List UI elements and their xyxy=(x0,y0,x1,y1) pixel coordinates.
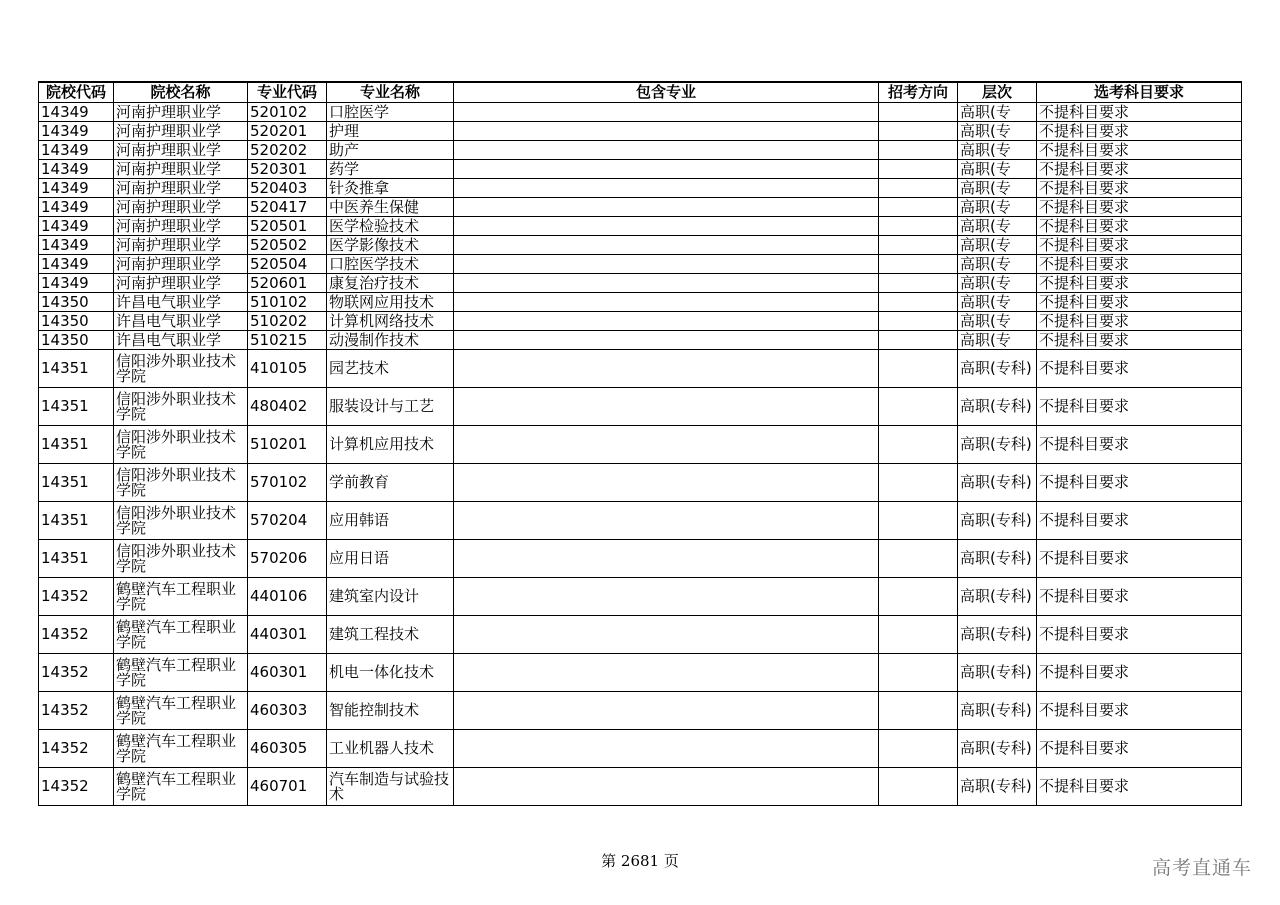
cell-subject-requirement: 不提科目要求 xyxy=(1037,141,1242,160)
cell-major-code: 460701 xyxy=(248,768,327,806)
cell-level: 高职(专科) xyxy=(958,540,1037,578)
cell-school-name: 河南护理职业学 xyxy=(114,274,248,293)
cell-school-name: 信阳涉外职业技术学院 xyxy=(114,502,248,540)
cell-school-name: 河南护理职业学 xyxy=(114,255,248,274)
cell-school-name: 许昌电气职业学 xyxy=(114,312,248,331)
cell-school-code: 14352 xyxy=(39,578,114,616)
cell-direction xyxy=(879,331,958,350)
table-body xyxy=(39,103,1242,806)
cell-major-code: 520504 xyxy=(248,255,327,274)
cell-school-code: 14352 xyxy=(39,692,114,730)
cell-level: 高职(专科) xyxy=(958,616,1037,654)
cell-included-majors xyxy=(454,331,879,350)
cell-level: 高职(专科) xyxy=(958,654,1037,692)
cell-level: 高职(专 xyxy=(958,198,1037,217)
cell-subject-requirement: 不提科目要求 xyxy=(1037,464,1242,502)
cell-direction xyxy=(879,578,958,616)
cell-major-name: 工业机器人技术 xyxy=(327,730,454,768)
cell-included-majors xyxy=(454,616,879,654)
cell-level: 高职(专 xyxy=(958,312,1037,331)
table-row xyxy=(39,350,1242,388)
header-school-name: 院校名称 xyxy=(114,82,248,103)
table-row xyxy=(39,179,1242,198)
cell-level: 高职(专科) xyxy=(958,692,1037,730)
cell-subject-requirement: 不提科目要求 xyxy=(1037,730,1242,768)
cell-school-name: 信阳涉外职业技术学院 xyxy=(114,388,248,426)
watermark: 高考直通车 xyxy=(1151,857,1252,879)
cell-major-code: 510102 xyxy=(248,293,327,312)
table-row xyxy=(39,255,1242,274)
cell-level: 高职(专 xyxy=(958,217,1037,236)
cell-school-code: 14350 xyxy=(39,331,114,350)
cell-included-majors xyxy=(454,160,879,179)
cell-included-majors xyxy=(454,103,879,122)
cell-school-name: 河南护理职业学 xyxy=(114,122,248,141)
cell-level: 高职(专 xyxy=(958,274,1037,293)
cell-major-code: 520403 xyxy=(248,179,327,198)
cell-major-code: 510201 xyxy=(248,426,327,464)
cell-subject-requirement: 不提科目要求 xyxy=(1037,103,1242,122)
cell-included-majors xyxy=(454,426,879,464)
cell-level: 高职(专科) xyxy=(958,388,1037,426)
cell-major-code: 520301 xyxy=(248,160,327,179)
cell-level: 高职(专 xyxy=(958,236,1037,255)
cell-major-code: 480402 xyxy=(248,388,327,426)
cell-level: 高职(专科) xyxy=(958,350,1037,388)
cell-included-majors xyxy=(454,502,879,540)
cell-direction xyxy=(879,692,958,730)
cell-major-name: 针灸推拿 xyxy=(327,179,454,198)
cell-level: 高职(专科) xyxy=(958,464,1037,502)
cell-major-name: 口腔医学技术 xyxy=(327,255,454,274)
cell-subject-requirement: 不提科目要求 xyxy=(1037,426,1242,464)
cell-direction xyxy=(879,255,958,274)
cell-major-code: 570102 xyxy=(248,464,327,502)
cell-direction xyxy=(879,122,958,141)
table-row xyxy=(39,502,1242,540)
cell-subject-requirement: 不提科目要求 xyxy=(1037,578,1242,616)
cell-school-code: 14352 xyxy=(39,654,114,692)
cell-school-name: 河南护理职业学 xyxy=(114,236,248,255)
cell-major-code: 460305 xyxy=(248,730,327,768)
cell-level: 高职(专科) xyxy=(958,730,1037,768)
cell-level: 高职(专 xyxy=(958,103,1037,122)
cell-included-majors xyxy=(454,255,879,274)
cell-major-name: 计算机应用技术 xyxy=(327,426,454,464)
cell-school-name: 河南护理职业学 xyxy=(114,198,248,217)
cell-major-code: 510215 xyxy=(248,331,327,350)
cell-major-name: 汽车制造与试验技术 xyxy=(327,768,454,806)
table-row xyxy=(39,464,1242,502)
cell-school-code: 14352 xyxy=(39,616,114,654)
cell-school-name: 河南护理职业学 xyxy=(114,179,248,198)
cell-school-name: 河南护理职业学 xyxy=(114,141,248,160)
page-number: 第 2681 页 xyxy=(601,852,679,870)
cell-school-code: 14351 xyxy=(39,502,114,540)
cell-school-code: 14351 xyxy=(39,540,114,578)
cell-major-name: 建筑室内设计 xyxy=(327,578,454,616)
cell-school-name: 信阳涉外职业技术学院 xyxy=(114,464,248,502)
cell-school-name: 鹤壁汽车工程职业学院 xyxy=(114,578,248,616)
table-row xyxy=(39,654,1242,692)
cell-level: 高职(专科) xyxy=(958,426,1037,464)
cell-school-name: 河南护理职业学 xyxy=(114,160,248,179)
cell-school-code: 14350 xyxy=(39,293,114,312)
cell-school-code: 14352 xyxy=(39,730,114,768)
table-row xyxy=(39,426,1242,464)
cell-major-name: 服装设计与工艺 xyxy=(327,388,454,426)
cell-major-name: 护理 xyxy=(327,122,454,141)
cell-direction xyxy=(879,217,958,236)
cell-level: 高职(专科) xyxy=(958,578,1037,616)
table-row xyxy=(39,578,1242,616)
cell-major-name: 医学影像技术 xyxy=(327,236,454,255)
table-row xyxy=(39,616,1242,654)
cell-level: 高职(专 xyxy=(958,293,1037,312)
cell-direction xyxy=(879,502,958,540)
cell-level: 高职(专 xyxy=(958,179,1037,198)
cell-included-majors xyxy=(454,179,879,198)
cell-school-code: 14349 xyxy=(39,198,114,217)
cell-major-code: 520201 xyxy=(248,122,327,141)
cell-major-name: 应用日语 xyxy=(327,540,454,578)
cell-school-name: 信阳涉外职业技术学院 xyxy=(114,350,248,388)
cell-included-majors xyxy=(454,217,879,236)
cell-included-majors xyxy=(454,730,879,768)
cell-school-name: 河南护理职业学 xyxy=(114,217,248,236)
cell-school-code: 14349 xyxy=(39,255,114,274)
cell-school-name: 许昌电气职业学 xyxy=(114,331,248,350)
cell-school-code: 14351 xyxy=(39,426,114,464)
cell-school-code: 14349 xyxy=(39,274,114,293)
cell-direction xyxy=(879,293,958,312)
cell-subject-requirement: 不提科目要求 xyxy=(1037,179,1242,198)
cell-direction xyxy=(879,179,958,198)
cell-major-name: 康复治疗技术 xyxy=(327,274,454,293)
cell-included-majors xyxy=(454,692,879,730)
cell-subject-requirement: 不提科目要求 xyxy=(1037,236,1242,255)
table-row xyxy=(39,540,1242,578)
cell-major-code: 410105 xyxy=(248,350,327,388)
cell-level: 高职(专科) xyxy=(958,768,1037,806)
table-row xyxy=(39,103,1242,122)
cell-school-code: 14349 xyxy=(39,160,114,179)
cell-school-name: 鹤壁汽车工程职业学院 xyxy=(114,616,248,654)
cell-included-majors xyxy=(454,768,879,806)
cell-major-code: 570204 xyxy=(248,502,327,540)
table-row xyxy=(39,388,1242,426)
cell-included-majors xyxy=(454,274,879,293)
cell-school-name: 河南护理职业学 xyxy=(114,103,248,122)
cell-included-majors xyxy=(454,540,879,578)
cell-major-code: 520601 xyxy=(248,274,327,293)
cell-direction xyxy=(879,350,958,388)
cell-level: 高职(专 xyxy=(958,160,1037,179)
cell-school-code: 14351 xyxy=(39,350,114,388)
cell-direction xyxy=(879,160,958,179)
cell-school-code: 14349 xyxy=(39,122,114,141)
cell-major-name: 助产 xyxy=(327,141,454,160)
cell-level: 高职(专 xyxy=(958,331,1037,350)
table-row xyxy=(39,160,1242,179)
cell-major-code: 520502 xyxy=(248,236,327,255)
cell-school-code: 14349 xyxy=(39,141,114,160)
cell-subject-requirement: 不提科目要求 xyxy=(1037,274,1242,293)
cell-direction xyxy=(879,616,958,654)
cell-included-majors xyxy=(454,464,879,502)
header-included-majors: 包含专业 xyxy=(454,82,879,103)
table-row xyxy=(39,198,1242,217)
cell-included-majors xyxy=(454,388,879,426)
cell-included-majors xyxy=(454,350,879,388)
cell-school-code: 14349 xyxy=(39,179,114,198)
cell-included-majors xyxy=(454,122,879,141)
cell-school-code: 14351 xyxy=(39,388,114,426)
cell-major-code: 460301 xyxy=(248,654,327,692)
table-row xyxy=(39,217,1242,236)
cell-school-name: 鹤壁汽车工程职业学院 xyxy=(114,768,248,806)
cell-school-name: 鹤壁汽车工程职业学院 xyxy=(114,730,248,768)
cell-school-code: 14349 xyxy=(39,217,114,236)
cell-major-code: 510202 xyxy=(248,312,327,331)
cell-major-code: 520417 xyxy=(248,198,327,217)
cell-major-name: 物联网应用技术 xyxy=(327,293,454,312)
table-row xyxy=(39,768,1242,806)
header-major-name: 专业名称 xyxy=(327,82,454,103)
cell-school-name: 鹤壁汽车工程职业学院 xyxy=(114,692,248,730)
cell-major-name: 园艺技术 xyxy=(327,350,454,388)
cell-subject-requirement: 不提科目要求 xyxy=(1037,217,1242,236)
cell-major-name: 中医养生保健 xyxy=(327,198,454,217)
cell-included-majors xyxy=(454,198,879,217)
cell-direction xyxy=(879,103,958,122)
cell-level: 高职(专 xyxy=(958,255,1037,274)
header-subject-requirement: 选考科目要求 xyxy=(1037,82,1242,103)
cell-major-code: 520102 xyxy=(248,103,327,122)
cell-school-name: 鹤壁汽车工程职业学院 xyxy=(114,654,248,692)
cell-level: 高职(专科) xyxy=(958,502,1037,540)
cell-included-majors xyxy=(454,654,879,692)
cell-major-name: 动漫制作技术 xyxy=(327,331,454,350)
cell-school-code: 14349 xyxy=(39,236,114,255)
cell-direction xyxy=(879,540,958,578)
header-direction: 招考方向 xyxy=(879,82,958,103)
cell-included-majors xyxy=(454,141,879,160)
header-row xyxy=(39,82,1242,103)
cell-subject-requirement: 不提科目要求 xyxy=(1037,255,1242,274)
cell-major-code: 520501 xyxy=(248,217,327,236)
cell-direction xyxy=(879,141,958,160)
cell-direction xyxy=(879,768,958,806)
cell-major-name: 应用韩语 xyxy=(327,502,454,540)
table-row xyxy=(39,293,1242,312)
cell-major-code: 440106 xyxy=(248,578,327,616)
cell-included-majors xyxy=(454,312,879,331)
cell-included-majors xyxy=(454,578,879,616)
cell-subject-requirement: 不提科目要求 xyxy=(1037,160,1242,179)
table-row xyxy=(39,331,1242,350)
table-row xyxy=(39,730,1242,768)
table-row xyxy=(39,692,1242,730)
cell-subject-requirement: 不提科目要求 xyxy=(1037,331,1242,350)
cell-major-name: 机电一体化技术 xyxy=(327,654,454,692)
cell-major-code: 520202 xyxy=(248,141,327,160)
cell-direction xyxy=(879,388,958,426)
cell-major-name: 药学 xyxy=(327,160,454,179)
cell-major-name: 智能控制技术 xyxy=(327,692,454,730)
cell-subject-requirement: 不提科目要求 xyxy=(1037,312,1242,331)
cell-major-name: 医学检验技术 xyxy=(327,217,454,236)
cell-school-code: 14350 xyxy=(39,312,114,331)
header-major-code: 专业代码 xyxy=(248,82,327,103)
cell-direction xyxy=(879,654,958,692)
cell-major-code: 440301 xyxy=(248,616,327,654)
admissions-table xyxy=(38,81,1242,806)
cell-subject-requirement: 不提科目要求 xyxy=(1037,198,1242,217)
cell-subject-requirement: 不提科目要求 xyxy=(1037,692,1242,730)
cell-major-name: 建筑工程技术 xyxy=(327,616,454,654)
cell-subject-requirement: 不提科目要求 xyxy=(1037,654,1242,692)
cell-direction xyxy=(879,730,958,768)
cell-school-name: 信阳涉外职业技术学院 xyxy=(114,540,248,578)
cell-direction xyxy=(879,274,958,293)
cell-subject-requirement: 不提科目要求 xyxy=(1037,122,1242,141)
cell-included-majors xyxy=(454,236,879,255)
cell-subject-requirement: 不提科目要求 xyxy=(1037,502,1242,540)
table-row xyxy=(39,141,1242,160)
cell-direction xyxy=(879,236,958,255)
cell-subject-requirement: 不提科目要求 xyxy=(1037,540,1242,578)
cell-direction xyxy=(879,426,958,464)
table-row xyxy=(39,122,1242,141)
cell-subject-requirement: 不提科目要求 xyxy=(1037,388,1242,426)
cell-direction xyxy=(879,464,958,502)
table-row xyxy=(39,312,1242,331)
cell-major-name: 计算机网络技术 xyxy=(327,312,454,331)
cell-major-name: 口腔医学 xyxy=(327,103,454,122)
cell-level: 高职(专 xyxy=(958,122,1037,141)
cell-subject-requirement: 不提科目要求 xyxy=(1037,616,1242,654)
cell-school-code: 14351 xyxy=(39,464,114,502)
cell-school-name: 信阳涉外职业技术学院 xyxy=(114,426,248,464)
table-row xyxy=(39,236,1242,255)
cell-subject-requirement: 不提科目要求 xyxy=(1037,350,1242,388)
table-row xyxy=(39,274,1242,293)
cell-direction xyxy=(879,198,958,217)
cell-subject-requirement: 不提科目要求 xyxy=(1037,768,1242,806)
cell-subject-requirement: 不提科目要求 xyxy=(1037,293,1242,312)
cell-major-code: 460303 xyxy=(248,692,327,730)
header-school-code: 院校代码 xyxy=(39,82,114,103)
cell-school-code: 14352 xyxy=(39,768,114,806)
cell-included-majors xyxy=(454,293,879,312)
cell-direction xyxy=(879,312,958,331)
header-level: 层次 xyxy=(958,82,1037,103)
cell-major-code: 570206 xyxy=(248,540,327,578)
cell-school-code: 14349 xyxy=(39,103,114,122)
cell-level: 高职(专 xyxy=(958,141,1037,160)
cell-major-name: 学前教育 xyxy=(327,464,454,502)
cell-school-name: 许昌电气职业学 xyxy=(114,293,248,312)
